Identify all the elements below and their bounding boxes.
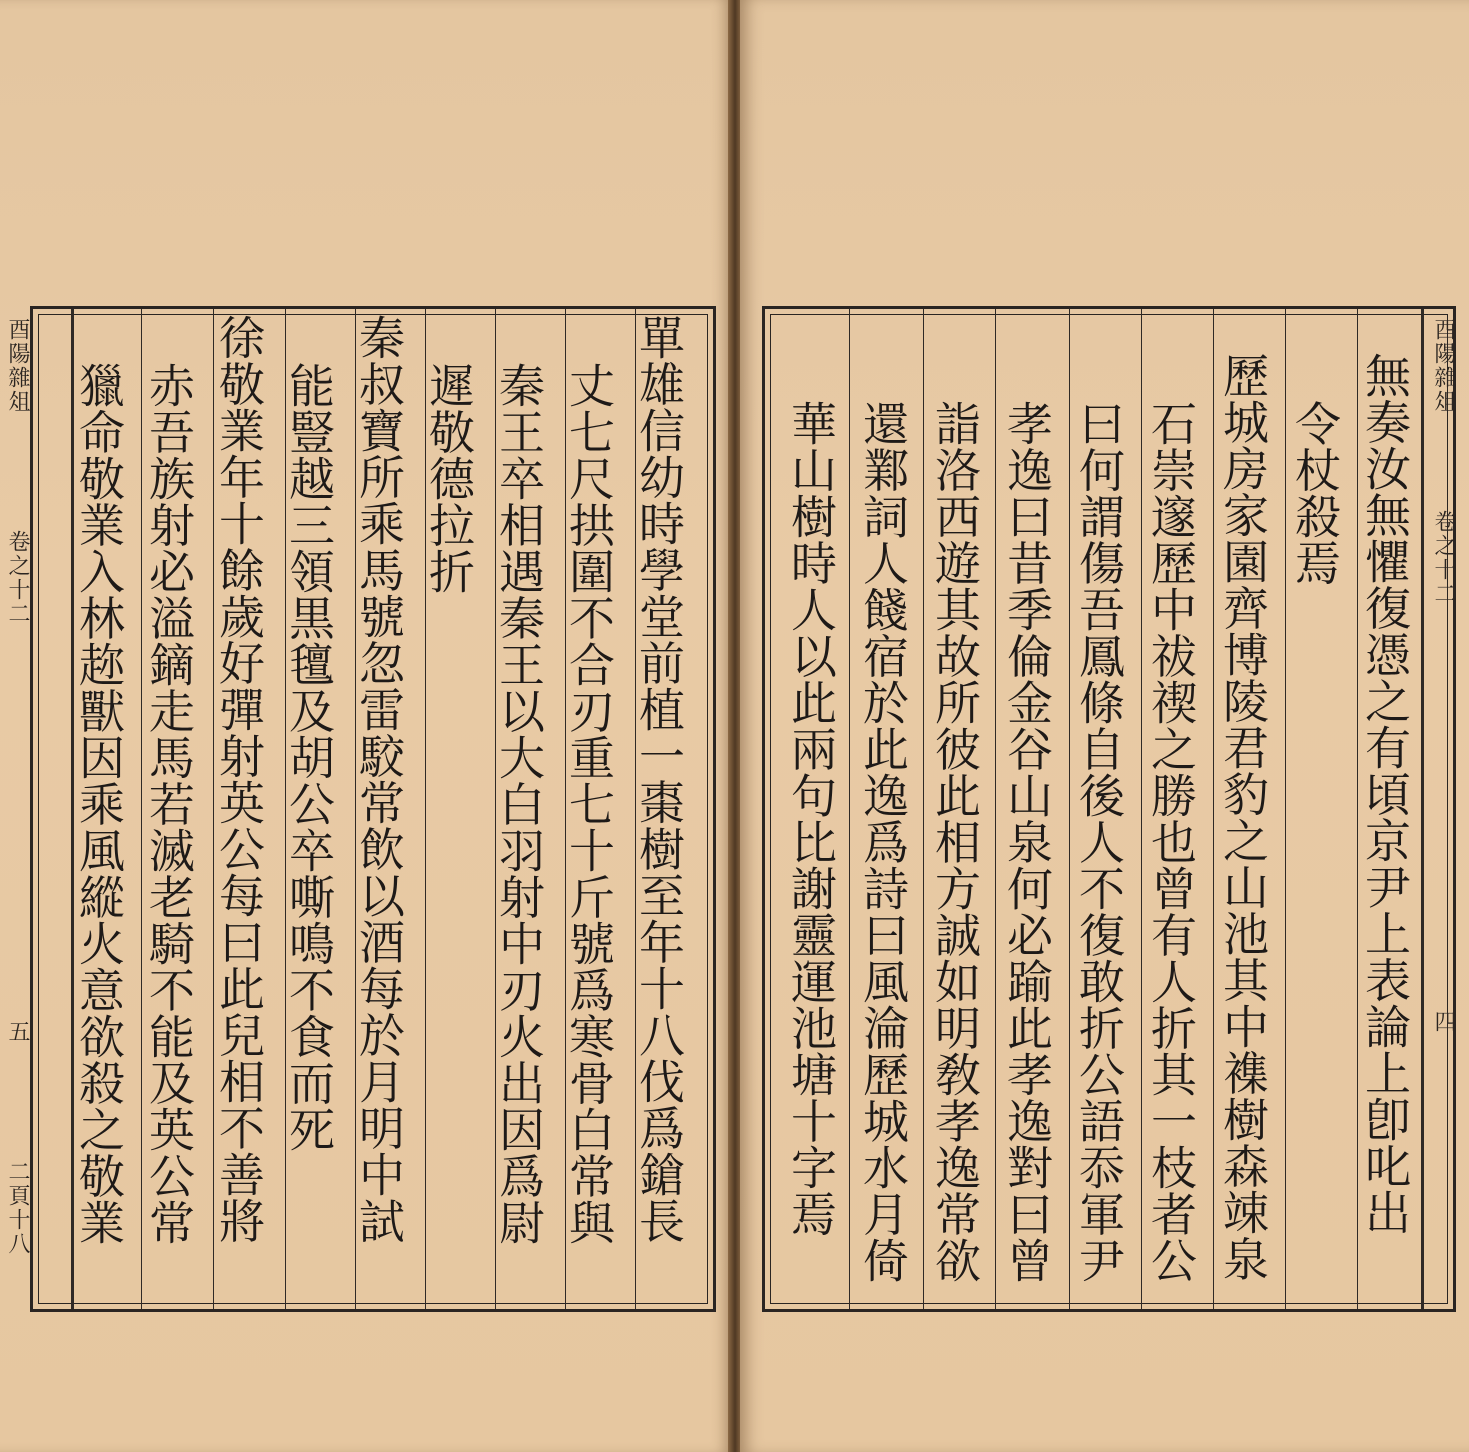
text-column: 石崇邃歷中祓禊之勝也曾有人折其一枝者公	[1144, 400, 1198, 1284]
text-column: 歷城房家園齊博陵君豹之山池其中襍樹森竦泉	[1216, 352, 1270, 1282]
right-margin-title: 酉陽雜俎	[1431, 318, 1456, 414]
text-column: 秦王卒相遇秦王以大白羽射中刃火出因爲尉	[492, 362, 546, 1246]
right-margin-page-number: 四	[1431, 1010, 1456, 1034]
text-column: 秦叔寶所乘馬號忽雷駮常飲以酒每於月明中試	[352, 314, 406, 1244]
text-column: 赤吾族射必溢鏑走馬若滅老騎不能及英公常	[142, 362, 196, 1246]
text-column: 徐敬業年十餘歲好彈射英公每曰此兒相不善將	[212, 314, 266, 1244]
right-page	[740, 0, 1469, 1452]
text-column: 無奏汝無懼復憑之有頃京尹上表論上卽叱出	[1358, 352, 1412, 1236]
right-margin-volume: 卷之十二	[1431, 510, 1456, 606]
left-page	[0, 0, 730, 1452]
text-column: 能豎越三領黒氊及胡公卒嘶鳴不食而死	[282, 362, 336, 1153]
text-column: 遲敬德拉折	[422, 362, 476, 595]
text-column: 獵命敬業入林趂獸因乘風縱火意欲殺之敬業	[72, 362, 126, 1246]
text-column: 詣洛西遊其故所彼此相方誠如明敎孝逸常欲	[928, 400, 982, 1284]
left-margin-title: 酉陽雜俎	[5, 318, 30, 414]
text-column: 令杖殺焉	[1288, 400, 1342, 586]
left-margin-volume: 卷之十二	[5, 530, 30, 626]
left-margin-bottom-note: 二頁十八	[5, 1160, 30, 1256]
text-column: 華山樹時人以此兩句比謝靈運池塘十字焉	[784, 400, 838, 1237]
left-margin-page-number: 五	[5, 1020, 30, 1044]
text-column: 還鄴詞人餞宿於此逸爲詩曰風淪歷城水月倚	[856, 400, 910, 1284]
text-column: 曰何謂傷吾鳳條自後人不復敢折公語忝軍尹	[1072, 400, 1126, 1284]
text-column: 單雄信幼時學堂前植一棗樹至年十八伐爲鎗長	[632, 314, 686, 1244]
text-column: 孝逸曰昔季倫金谷山泉何必踰此孝逸對曰曾	[1000, 400, 1054, 1284]
text-column: 丈七尺拱圍不合刃重七十斤號爲寒骨白常與	[562, 362, 616, 1246]
